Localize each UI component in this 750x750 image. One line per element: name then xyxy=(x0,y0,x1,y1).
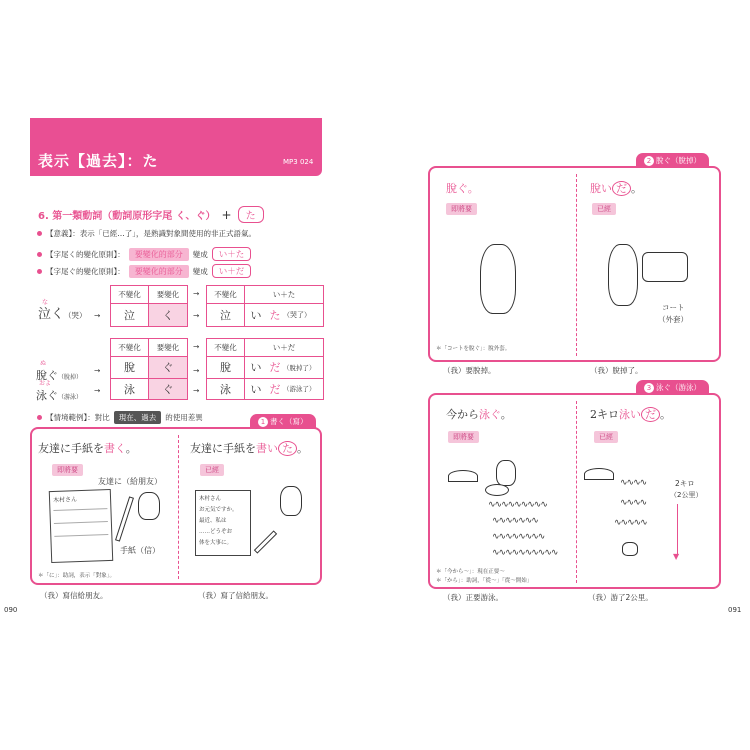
box2-coat-label: コート xyxy=(662,303,685,312)
header-result-ku: い＋た xyxy=(272,290,296,299)
box1-tab-number: 1 xyxy=(258,417,268,427)
umbrella-icon xyxy=(448,470,478,482)
box3-right-sentence-ending: だ xyxy=(641,407,660,422)
section-heading-text: 6. 第一類動詞（動詞原形字尾 く、ぐ） xyxy=(38,211,216,222)
character-icon xyxy=(280,486,302,516)
box3-left-sentence-post: 。 xyxy=(500,408,512,421)
meaning-bullet xyxy=(37,228,256,239)
rule-ku-becomes: 變成 xyxy=(192,249,208,259)
rule-ku-bullet xyxy=(37,247,251,261)
naku-result-stem: 泣 xyxy=(207,304,245,326)
naku-result-table xyxy=(206,285,324,327)
wave-icon: ∿∿∿∿∿∿∿ xyxy=(492,516,538,526)
box3-caption-left: （我）正要游泳。 xyxy=(443,593,503,602)
header-unchanged: 不變化 xyxy=(111,339,149,356)
scenario-pill: 現在、過去 xyxy=(114,411,162,424)
box1-left-sentence-verb: 書く xyxy=(104,442,126,455)
gu-source-table xyxy=(110,338,188,400)
arrow: → xyxy=(193,342,200,351)
box3-tab-number: 3 xyxy=(644,383,654,393)
verb-naku-reading: な xyxy=(42,299,49,306)
bullet-dot xyxy=(37,415,42,420)
box2-tab-label: 脫ぐ（脫掉） xyxy=(656,156,701,165)
verb-oyogu-word xyxy=(36,380,83,403)
box2-left-sentence-verb: 脫ぐ。 xyxy=(446,182,479,195)
box3-left-sentence xyxy=(446,406,512,422)
scenario-after: 的使用差異 xyxy=(165,413,203,422)
box1-tab-label: 書く（寫） xyxy=(270,417,308,426)
gu-result-table xyxy=(206,338,324,400)
nugu-result-gloss: （脫掉了） xyxy=(283,363,316,372)
box3-tab-label: 泳ぐ（游泳） xyxy=(656,383,701,392)
box3-divider xyxy=(576,401,577,583)
oyogu-ending: ぐ xyxy=(149,379,187,400)
umbrella-icon xyxy=(584,468,614,480)
verb-oyogu-kanji: 泳ぐ xyxy=(36,389,58,402)
rule-gu-label: 【字尾ぐ的變化原則】： xyxy=(46,266,125,276)
nugu-result-stem: 脫 xyxy=(207,357,245,378)
box3-right-sentence-pre: 2キロ xyxy=(590,408,619,421)
box3-right-sentence xyxy=(590,406,671,422)
box1-caption-right: （我）寫了信給朋友。 xyxy=(198,591,273,600)
oyogu-result-gloss: （游泳了） xyxy=(283,385,316,394)
arrow: → xyxy=(193,386,200,395)
rule-gu-pill: 要變化的部分 xyxy=(129,265,189,278)
box2-note: ＊「コートを脫ぐ」：脫外套。 xyxy=(436,346,511,352)
box2-coat-gloss: （外套） xyxy=(658,315,688,324)
box2-caption-right: （我）脫掉了。 xyxy=(590,366,643,375)
verb-oyogu-reading: およ xyxy=(39,380,52,387)
box2-caption-left: （我）要脫掉。 xyxy=(443,366,496,375)
swim-ring-icon xyxy=(485,484,509,496)
box2-right-sentence-post: 。 xyxy=(631,182,642,195)
verb-nugu-reading: ぬ xyxy=(40,360,47,367)
nugu-result-i: い xyxy=(250,361,262,375)
box3-distance: 2キロ xyxy=(675,479,695,488)
wave-icon: ∿∿∿∿∿∿∿∿∿ xyxy=(488,500,547,510)
box1-letter-label: 手紙（信） xyxy=(120,546,160,555)
box2-right-sentence-verb: 脫い xyxy=(590,182,612,195)
character-icon xyxy=(138,492,160,520)
box3-left-tag: 即將要 xyxy=(448,431,479,443)
distance-arrow-head: ▼ xyxy=(673,552,680,561)
paper-right-line: ……どうぞお xyxy=(199,529,233,535)
naku-result-gloss: （哭了） xyxy=(283,311,311,319)
page-title: 表示【過去】：た xyxy=(38,152,159,170)
scenario-label: 【情境範例】：對比 xyxy=(46,413,110,422)
plus-sign: + xyxy=(221,207,232,222)
verb-nugu-gloss: （脫掉） xyxy=(58,374,83,381)
verb-oyogu-gloss: （游泳） xyxy=(58,394,83,401)
scenario-bullet xyxy=(37,411,203,424)
coat-icon xyxy=(642,252,688,282)
box3-right-sentence-post: 。 xyxy=(660,408,671,421)
verb-naku-gloss: （哭） xyxy=(64,311,87,320)
paper-right-line: 体を大事に。 xyxy=(199,540,233,546)
wave-icon: ∿∿∿∿∿ xyxy=(614,518,647,528)
box1-divider xyxy=(178,435,179,579)
page-number-right: 091 xyxy=(728,606,742,614)
box2-right-sentence-ending: だ xyxy=(612,181,631,196)
rule-gu-becomes: 變成 xyxy=(192,266,208,276)
box1-left-sentence xyxy=(38,440,137,456)
distance-arrow-line xyxy=(677,504,678,556)
box1-note: ＊「に」：助詞，表示「對象」。 xyxy=(38,573,116,579)
naku-stem: 泣 xyxy=(111,304,149,326)
box1-caption-left: （我）寫信給朋友。 xyxy=(40,591,108,600)
character-icon xyxy=(480,244,516,314)
rule-ku-label: 【字尾く的變化原則】： xyxy=(46,249,125,259)
arrow: → xyxy=(193,366,200,375)
wave-icon: ∿∿∿∿ xyxy=(620,478,647,488)
box1-right-sentence xyxy=(190,440,308,456)
wave-icon: ∿∿∿∿ xyxy=(620,498,647,508)
box2-right-tag: 已經 xyxy=(592,203,616,215)
rule-gu-bullet xyxy=(37,264,251,278)
bullet-dot xyxy=(37,231,42,236)
wave-icon: ∿∿∿∿∿∿∿∿∿∿ xyxy=(492,548,558,558)
naku-result-ta: た xyxy=(269,309,281,322)
box3-left-sentence-verb: 泳ぐ xyxy=(479,408,501,421)
verb-nugu-kanji: 脫ぐ xyxy=(36,369,58,382)
box2-divider xyxy=(576,174,577,356)
letter-paper-icon xyxy=(195,490,251,556)
bullet-dot xyxy=(37,252,42,257)
bullet-dot xyxy=(37,269,42,274)
character-icon xyxy=(496,460,516,486)
header-changed: 要變化 xyxy=(156,343,180,352)
box1-right-tag: 已經 xyxy=(200,464,224,476)
paper-right-line: お元気ですか。 xyxy=(199,507,238,513)
letter-paper-icon xyxy=(49,489,113,563)
box1-right-sentence-post: 。 xyxy=(297,442,308,455)
rule-gu-result: い＋だ xyxy=(212,264,252,278)
oyogu-result-stem: 泳 xyxy=(207,379,245,400)
box1-left-tag: 即將要 xyxy=(52,464,83,476)
character-icon xyxy=(608,244,638,306)
box3-distance-gloss: （2公里） xyxy=(670,491,703,499)
box2-right-sentence xyxy=(590,180,642,196)
header-unchanged: 不變化 xyxy=(111,286,149,303)
box3-caption-right: （我）游了2公里。 xyxy=(588,593,653,602)
oyogu-stem: 泳 xyxy=(111,379,149,400)
meaning-text: 【意義】：表示「已經…了」，是熟識對象間使用的非正式語氣。 xyxy=(46,229,256,238)
paper-right-line: 木村さん xyxy=(199,496,222,502)
rule-ku-result: い＋た xyxy=(212,247,252,261)
rule-ku-pill: 要變化的部分 xyxy=(129,248,189,261)
header-result-gu: い＋だ xyxy=(272,343,296,352)
box1-right-sentence-verb: 書い xyxy=(256,442,278,455)
box2-left-tag: 即將要 xyxy=(446,203,477,215)
nugu-ending: ぐ xyxy=(149,357,187,378)
character-icon xyxy=(622,542,638,556)
oyogu-result-da: だ xyxy=(269,382,281,396)
verb-naku-kanji: 泣く xyxy=(38,307,65,322)
arrow: → xyxy=(94,386,101,395)
oyogu-result-i: い xyxy=(250,382,262,396)
arrow: → xyxy=(193,311,200,320)
verb-naku-word xyxy=(38,299,87,322)
wave-icon: ∿∿∿∿∿∿∿∿ xyxy=(492,532,545,542)
box1-left-sentence-post: 。 xyxy=(125,442,137,455)
box3-right-tag: 已經 xyxy=(594,431,618,443)
naku-ending: く xyxy=(149,304,187,326)
box1-left-sentence-pre: 友達に手紙を xyxy=(38,442,104,455)
box3-right-sentence-verb: 泳い xyxy=(619,408,641,421)
box1-right-sentence-ending: た xyxy=(278,441,297,456)
box2-tab-number: 2 xyxy=(644,156,654,166)
header-unchanged: 不變化 xyxy=(207,339,245,356)
naku-source-table xyxy=(110,285,188,327)
box1-right-sentence-pre: 友達に手紙を xyxy=(190,442,256,455)
box3-note-1: ＊「今から～」：現在正要～ xyxy=(436,569,505,575)
arrow: → xyxy=(94,366,101,375)
header-unchanged: 不變化 xyxy=(207,286,245,303)
box2-left-sentence xyxy=(446,180,479,196)
nugu-stem: 脫 xyxy=(111,357,149,378)
section-heading xyxy=(38,206,264,223)
nugu-result-da: だ xyxy=(269,361,281,375)
mp3-track-label: MP3 024 xyxy=(283,158,314,166)
box3-note-2: ＊「から」：助詞，「從～」「從～開始」 xyxy=(436,578,533,584)
naku-result-i: い xyxy=(250,309,262,322)
box3-left-sentence-pre: 今から xyxy=(446,408,479,421)
header-changed: 要變化 xyxy=(156,290,180,299)
arrow: → xyxy=(193,289,200,298)
paper-right-line: 最近、私は xyxy=(199,518,227,524)
page-number-left: 090 xyxy=(4,606,18,614)
box1-friend-label: 友達に（給朋友） xyxy=(98,477,162,486)
paper-left-text: 木村さん xyxy=(52,496,78,504)
suffix-badge: た xyxy=(238,206,264,223)
arrow: → xyxy=(94,311,101,320)
